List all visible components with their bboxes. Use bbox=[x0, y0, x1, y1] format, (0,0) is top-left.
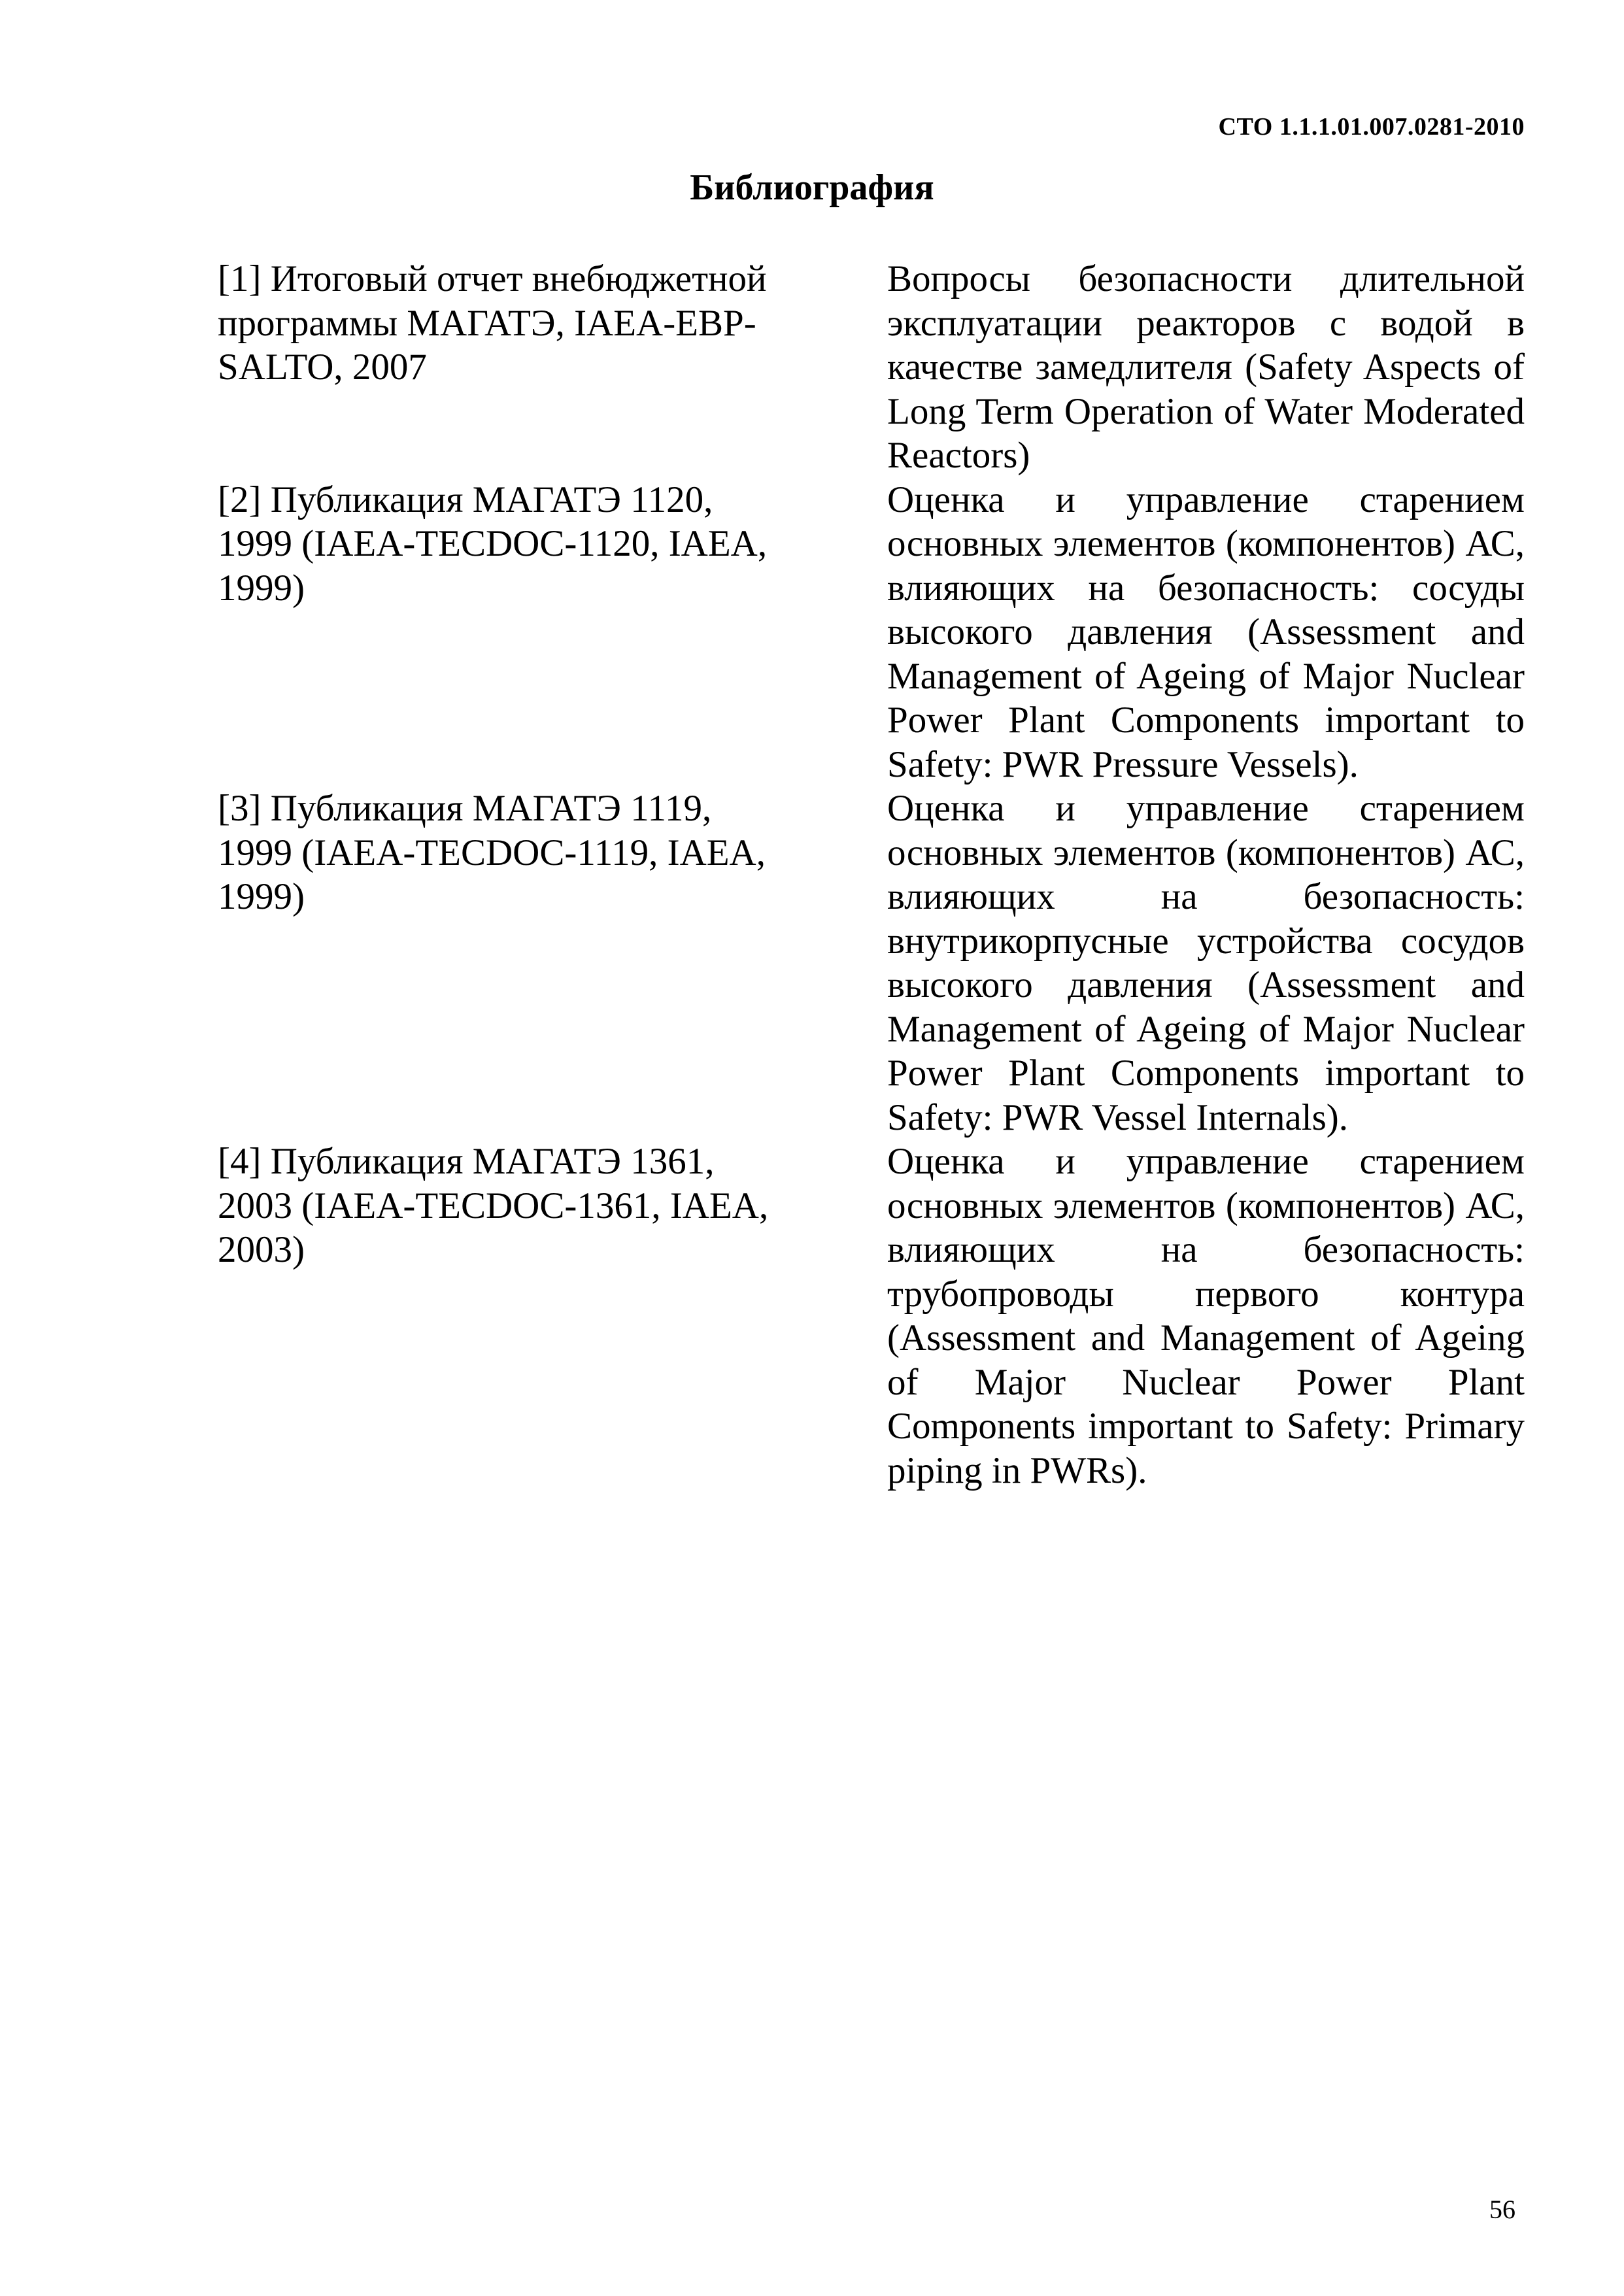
entry-title: Оценка и управление старением основных элементов (компонентов) АС, влияющих на безопасность: внутрикорпусные устройства сосудов высокого давления (Assessment and Management of Ageing of Major Nuclear Power Plant Components important to Safety: PWR Vessel Internals). bbox=[887, 788, 1525, 1138]
bibliography-entry bbox=[218, 1140, 1525, 1493]
page-number: 56 bbox=[1489, 2195, 1515, 2224]
entry-title: Оценка и управление старением основных элементов (компонентов) АС, влияющих на безопасность: сосуды высокого давления (Assessment and Management of Ageing of Major Nuclear Power Plant Components important to Safety: PWR Pressure Vessels). bbox=[887, 479, 1525, 785]
entry-title: Оценка и управление старением основных элементов (компонентов) АС, влияющих на безопасность: трубопроводы первого контура (Assessment and Management of Ageing of Major Nuclear Power Plant Components important to Safety: Primary piping in PWRs). bbox=[887, 1141, 1525, 1491]
bibliography-entry bbox=[218, 786, 1525, 1140]
entry-source: [3] Публикация МАГАТЭ 1119, 1999 (IAEA-TECDOC-1119, IAEA, 1999) bbox=[218, 788, 766, 917]
bibliography-entry bbox=[218, 478, 1525, 787]
page-title: Библиография bbox=[690, 167, 934, 208]
bibliography-entry bbox=[218, 257, 1525, 478]
entry-title: Вопросы безопасности длительной эксплуатации реакторов с водой в качестве замедлителя (Safety Aspects of Long Term Operation of Water Moderated Reactors) bbox=[887, 258, 1525, 476]
bibliography-list bbox=[218, 257, 1525, 1493]
entry-source: [1] Итоговый отчет внебюджетной программы МАГАТЭ, IAEA-EBP-SALTO, 2007 bbox=[218, 258, 767, 388]
entry-source: [2] Публикация МАГАТЭ 1120, 1999 (IAEA-TECDOC-1120, IAEA, 1999) bbox=[218, 479, 768, 609]
entry-source: [4] Публикация МАГАТЭ 1361, 2003 (IAEA-TECDOC-1361, IAEA, 2003) bbox=[218, 1141, 769, 1270]
document-code: СТО 1.1.1.01.007.0281-2010 bbox=[1218, 113, 1525, 141]
